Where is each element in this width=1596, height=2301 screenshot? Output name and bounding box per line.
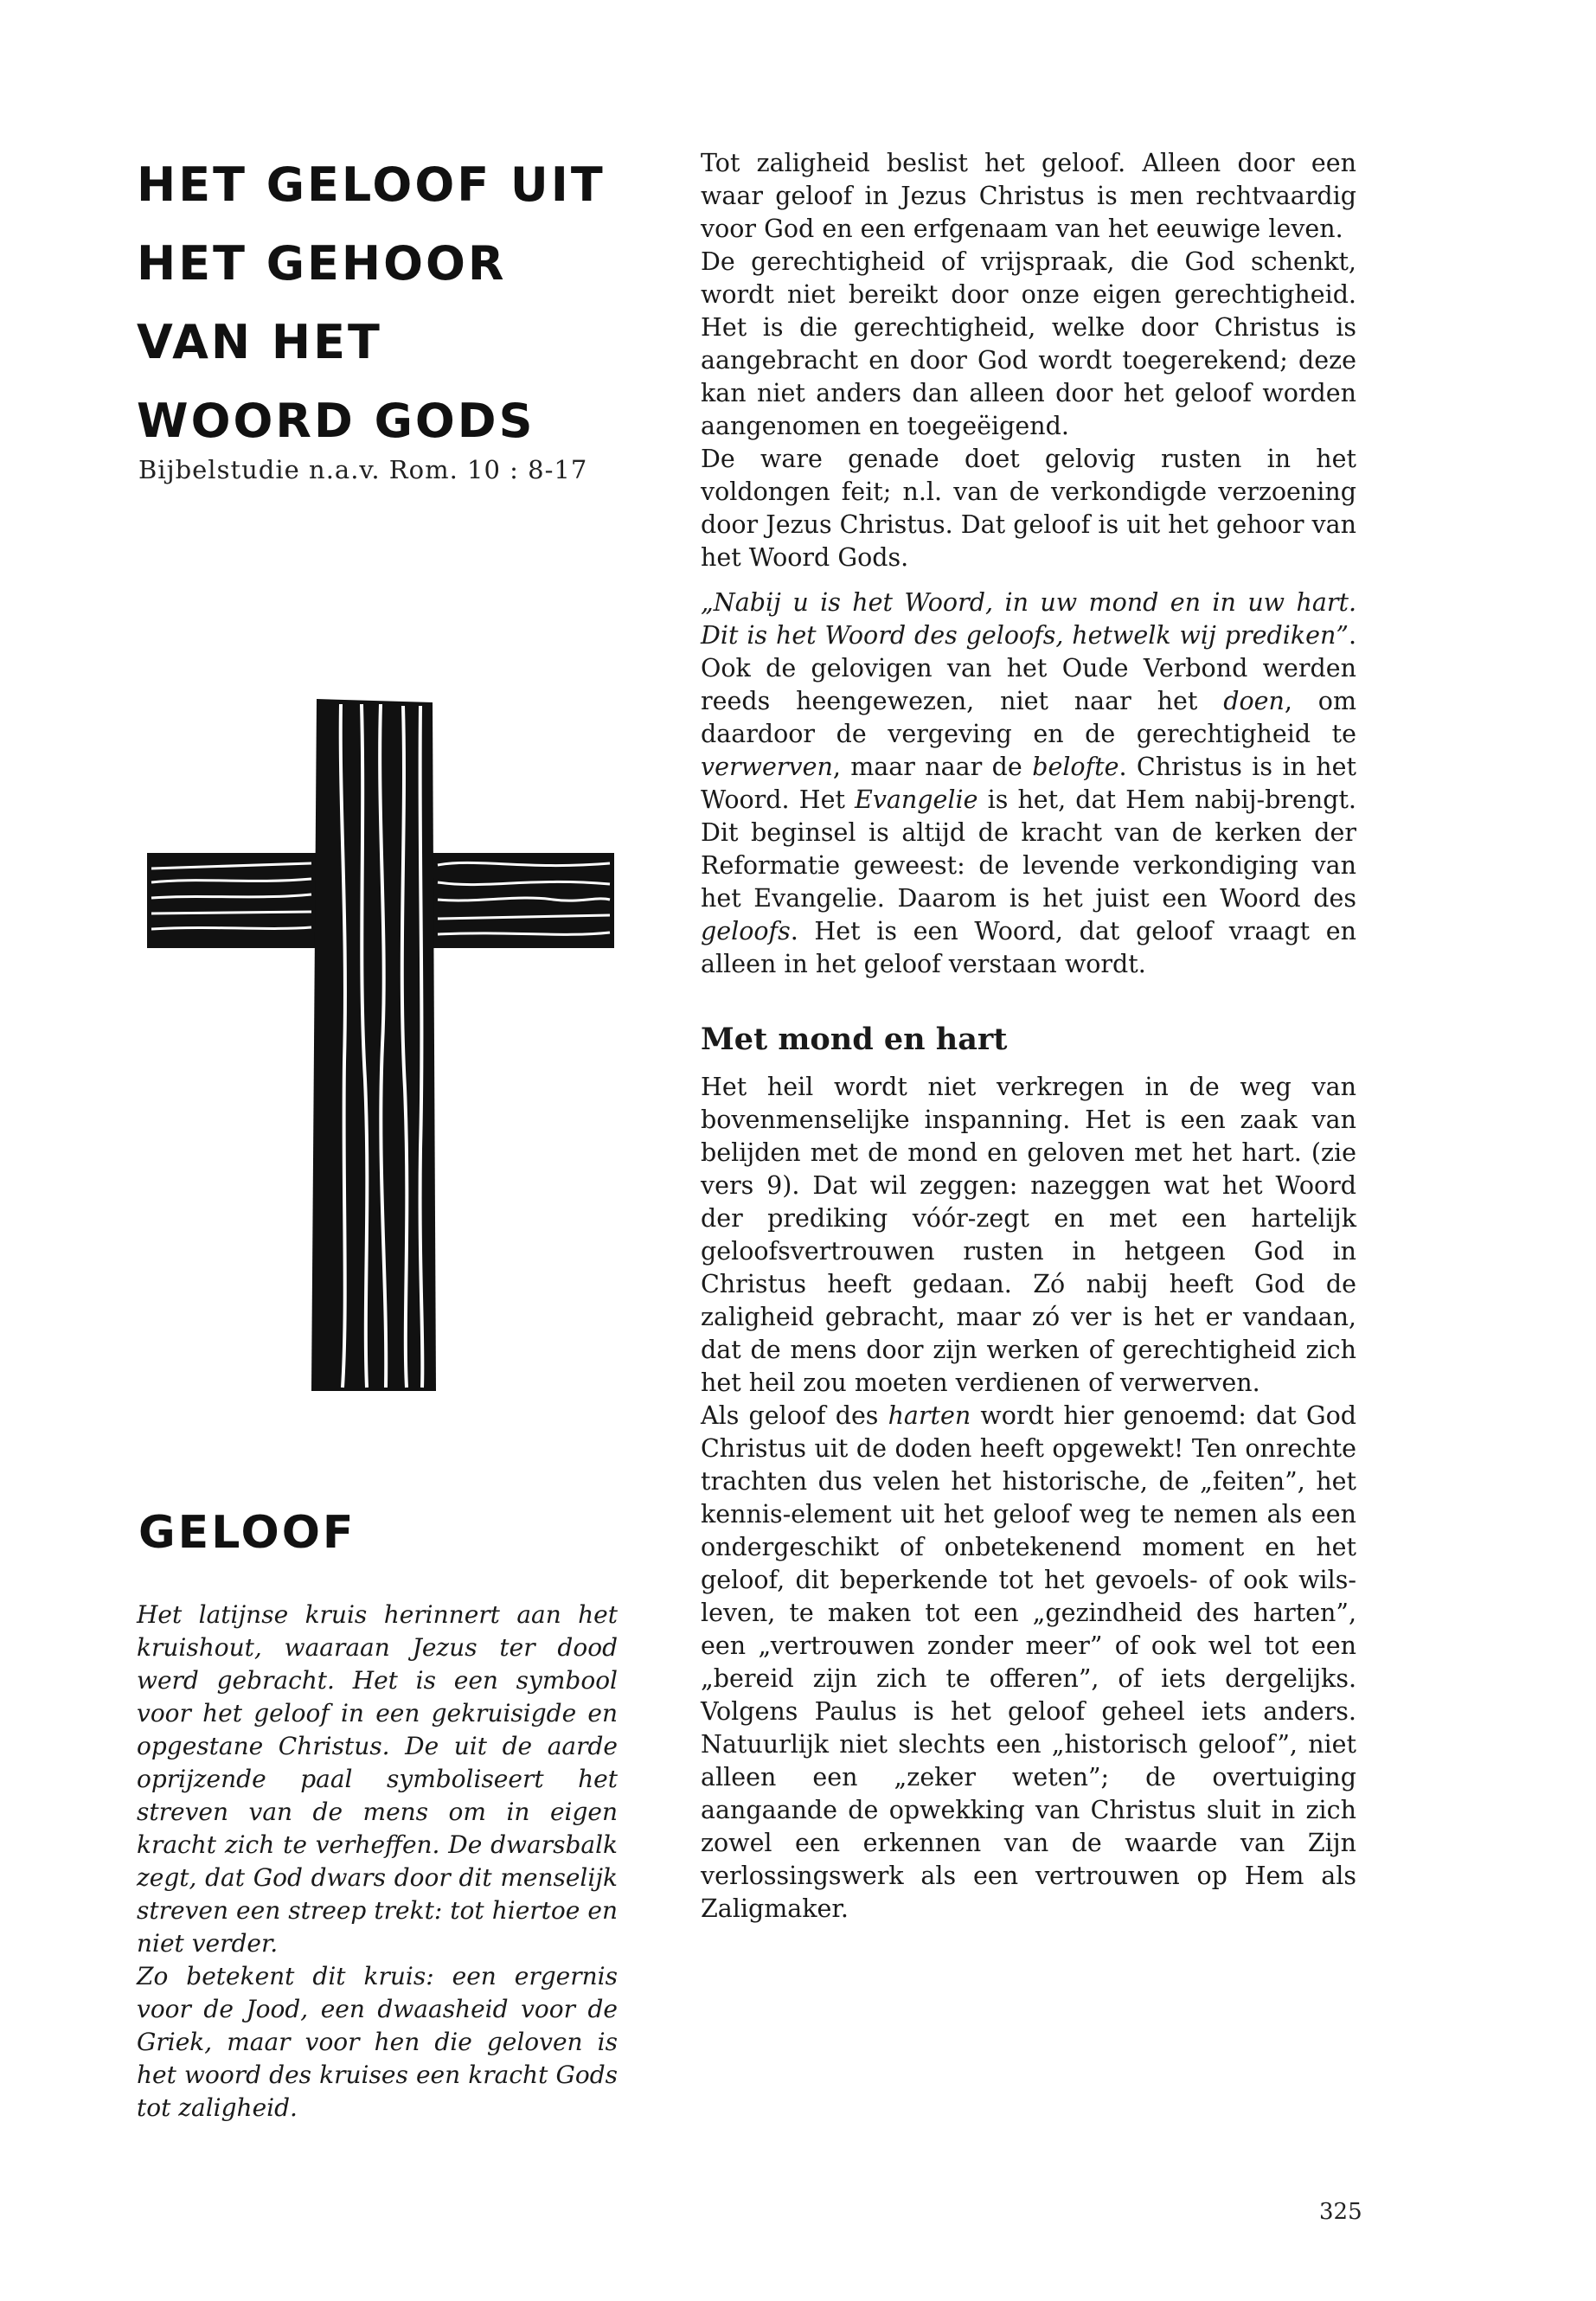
title-line: WOORD GODS xyxy=(137,394,535,448)
bible-quote: „Nabij u is het Woord, in uw mond en in uw hart. Dit is het Woord des geloofs, hetwelk wij prediken” xyxy=(701,588,1356,650)
body-paragraph: „Nabij u is het Woord, in uw mond en in uw hart. Dit is het Woord des geloofs, hetwelk wij prediken”. Ook de gelovigen van het Oude Verbond werden reeds heengewezen, niet naar het doen, om daardoor de vergeving en de gerechtigheid te verwerven, maar naar de belofte. Christus is in het Woord. Het Evangelie is het, dat Hem nabij-brengt. Dit beginsel is altijd de kracht van de kerken der Reformatie geweest: de levende verkondiging van het Evangelie. Daarom is het juist een Woord des geloofs. Het is een Woord, dat geloof vraagt en alleen in het geloof verstaan wordt. xyxy=(701,588,1356,978)
article-title xyxy=(137,145,638,460)
body-paragraph: Als geloof des harten wordt hier genoemd: dat God Christus uit de doden heeft opgewekt! Ten onrechte trachten dus velen het historische, de „feiten”, het kennis-element uit het geloof weg te nemen als een ondergeschikt of onbetekenend moment en het geloof, dit beperkende tot het gevoels- of ook wils-leven, te maken tot een „gezindheid des harten”, een „vertrouwen zonder meer” of ook wel tot een „bereid zijn zich te offeren”, of iets dergelijks. Volgens Paulus is het geloof geheel iets anders. Natuurlijk niet slechts een „historisch geloof”, niet alleen een „zeker weten”; de overtuiging aangaande de opwekking van Christus sluit in zich zowel een erkennen van de waarde van Zijn verlossingswerk als een vertrouwen op Hem als Zaligmaker. xyxy=(701,1401,1356,1923)
cross-post xyxy=(311,699,436,1391)
body-paragraph: De gerechtigheid of vrijspraak, die God schenkt, wordt niet bereikt door onze eigen gerechtigheid. Het is die gerechtigheid, welke door Christus is aangebracht en door God wordt toegerekend; deze kan niet anders dan alleen door het geloof worden aangenomen en toegeëigend. xyxy=(701,247,1356,440)
page-number: 325 xyxy=(1319,2199,1362,2225)
wooden-cross-icon xyxy=(147,699,614,1391)
body-paragraph: Het heil wordt niet verkregen in de weg van bovenmenselijke inspanning. Het is een zaak van belijden met de mond en geloven met het hart. (zie vers 9). Dat wil zeggen: nazeggen wat het Woord der prediking vóór-zegt en met een hartelijk geloofsvertrouwen rusten in hetgeen God in Christus heeft gedaan. Zó nabij heeft God de zaligheid gebracht, maar zó ver is het er vandaan, dat de mens door zijn werken of gerechtigheid zich het heil zou moeten verdienen of verwerven. xyxy=(701,1073,1356,1397)
symbol-caption xyxy=(137,1599,618,2125)
symbol-heading: GELOOF xyxy=(138,1507,356,1559)
title-line: HET GEHOOR xyxy=(137,236,507,291)
title-line: VAN HET xyxy=(137,315,382,369)
article-body xyxy=(701,147,1356,1926)
caption-paragraph: Zo betekent dit kruis: een ergernis voor de Jood, een dwaasheid voor de Griek, maar voor hen die geloven is het woord des kruises een kracht Gods tot zaligheid. xyxy=(137,1962,618,2122)
section-heading: Met mond en hart xyxy=(701,1022,1008,1057)
cross-illustration xyxy=(147,699,614,1391)
body-paragraph: Tot zaligheid beslist het geloof. Alleen door een waar geloof in Jezus Christus is men rechtvaardig voor God en een erfgenaam van het eeuwige leven. xyxy=(701,149,1356,243)
title-line: HET GELOOF UIT xyxy=(137,157,606,212)
body-paragraph: De ware genade doet gelovig rusten in het voldongen feit; n.l. van de verkondigde verzoening door Jezus Christus. Dat geloof is uit het gehoor van het Woord Gods. xyxy=(701,445,1356,572)
caption-paragraph: Het latijnse kruis herinnert aan het kruishout, waaraan Jezus ter dood werd gebracht. Het is een symbool voor het geloof in een gekruisigde en opgestane Christus. De uit de aarde oprijzende paal symboliseert het streven van de mens om in eigen kracht zich te verheffen. De dwarsbalk zegt, dat God dwars door dit menselijk streven een streep trekt: tot hiertoe en niet verder. xyxy=(137,1600,618,1958)
article-subtitle: Bijbelstudie n.a.v. Rom. 10 : 8-17 xyxy=(138,455,588,484)
